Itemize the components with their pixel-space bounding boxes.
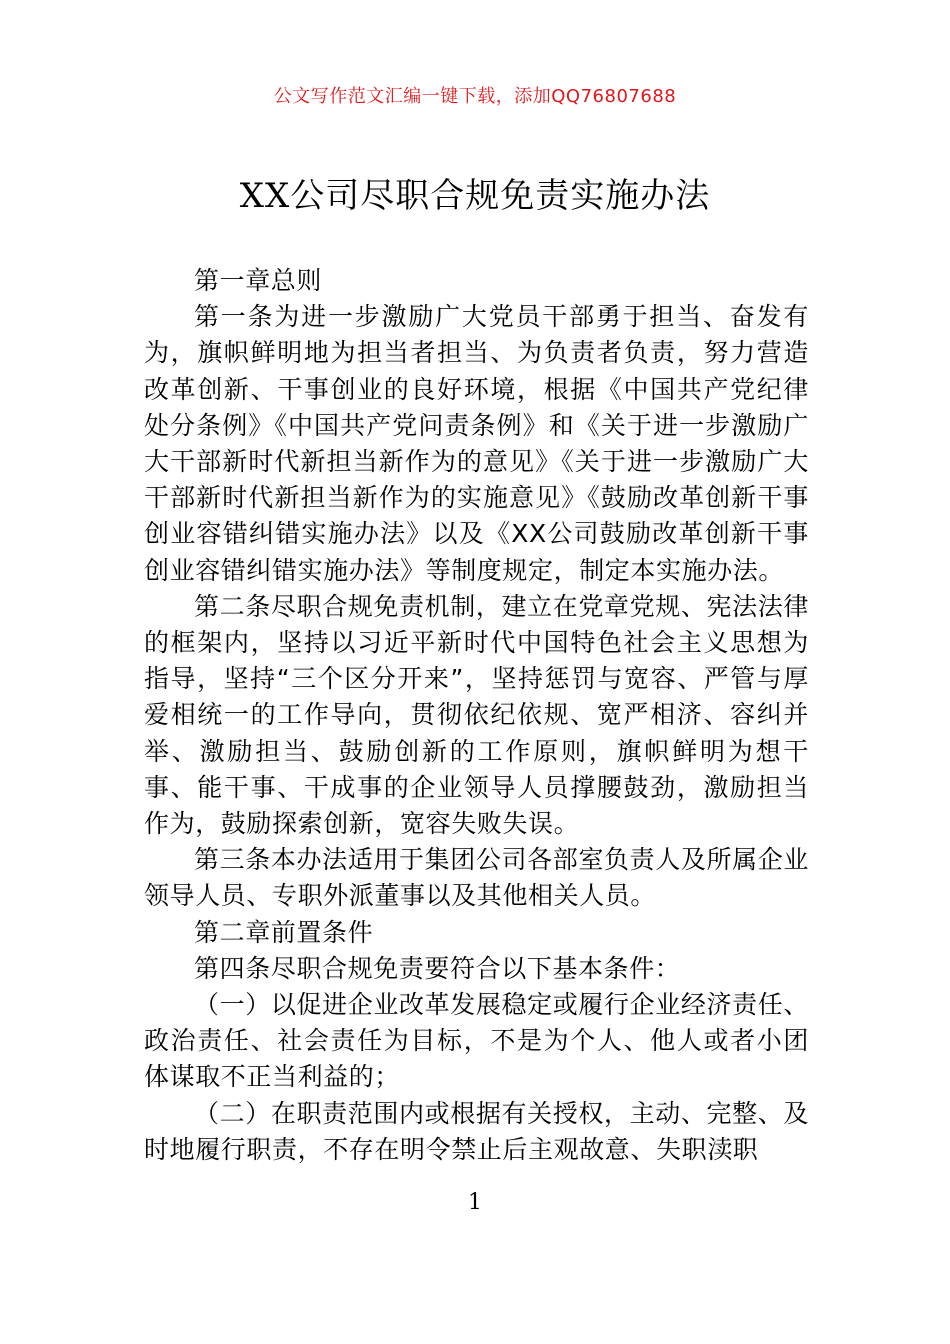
- list-item-paragraph: （二）在职责范围内或根据有关授权，主动、完整、及时地履行职责，不存在明令禁止后主观故意、失职渎职: [144, 1098, 809, 1164]
- document-body: [144, 263, 809, 1168]
- document-title: XX公司尽职合规免责实施办法: [239, 176, 711, 216]
- download-notice: 公文写作范文汇编一键下载，添加QQ76807688: [273, 86, 677, 107]
- list-item-paragraph: （一）以促进企业改革发展稳定或履行企业经济责任、政治责任、社会责任为目标，不是为个人、他人或者小团体谋取不正当利益的；: [144, 990, 809, 1092]
- article-paragraph: 第三条本办法适用于集团公司各部室负责人及所属企业领导人员、专职外派董事以及其他相关人员。: [144, 845, 809, 911]
- article-paragraph: 第一条为进一步激励广大党员干部勇于担当、奋发有为，旗帜鲜明地为担当者担当、为负责者负责，努力营造改革创新、干事创业的良好环境，根据《中国共产党纪律处分条例》《中国共产党问责条例》和《关于进一步激励广大干部新时代新担当新作为的意见》《关于进一步激励广大干部新时代新担当新作为的实施意见》《鼓励改革创新干事创业容错纠错实施办法》以及《XX公司鼓励改革创新干事创业容错纠错实施办法》等制度规定，制定本实施办法。: [144, 302, 809, 585]
- page-number: 1: [468, 1190, 482, 1215]
- chapter-heading: 第一章总则: [194, 266, 323, 295]
- article-paragraph: 第四条尽职合规免责要符合以下基本条件：: [194, 953, 681, 983]
- article-paragraph: 第二条尽职合规免责机制，建立在党章党规、宪法法律的框架内，坚持以习近平新时代中国特色社会主义思想为指导，坚持“三个区分开来”，坚持惩罚与宽容、严管与厚爱相统一的工作导向，贯彻依纪依规、宽严相济、容纠并举、激励担当、鼓励创新的工作原则，旗帜鲜明为想干事、能干事、干成事的企业领导人员撑腰鼓劲，激励担当作为，鼓励探索创新，宽容失败失误。: [144, 591, 809, 839]
- chapter-heading: 第二章前置条件: [194, 917, 374, 947]
